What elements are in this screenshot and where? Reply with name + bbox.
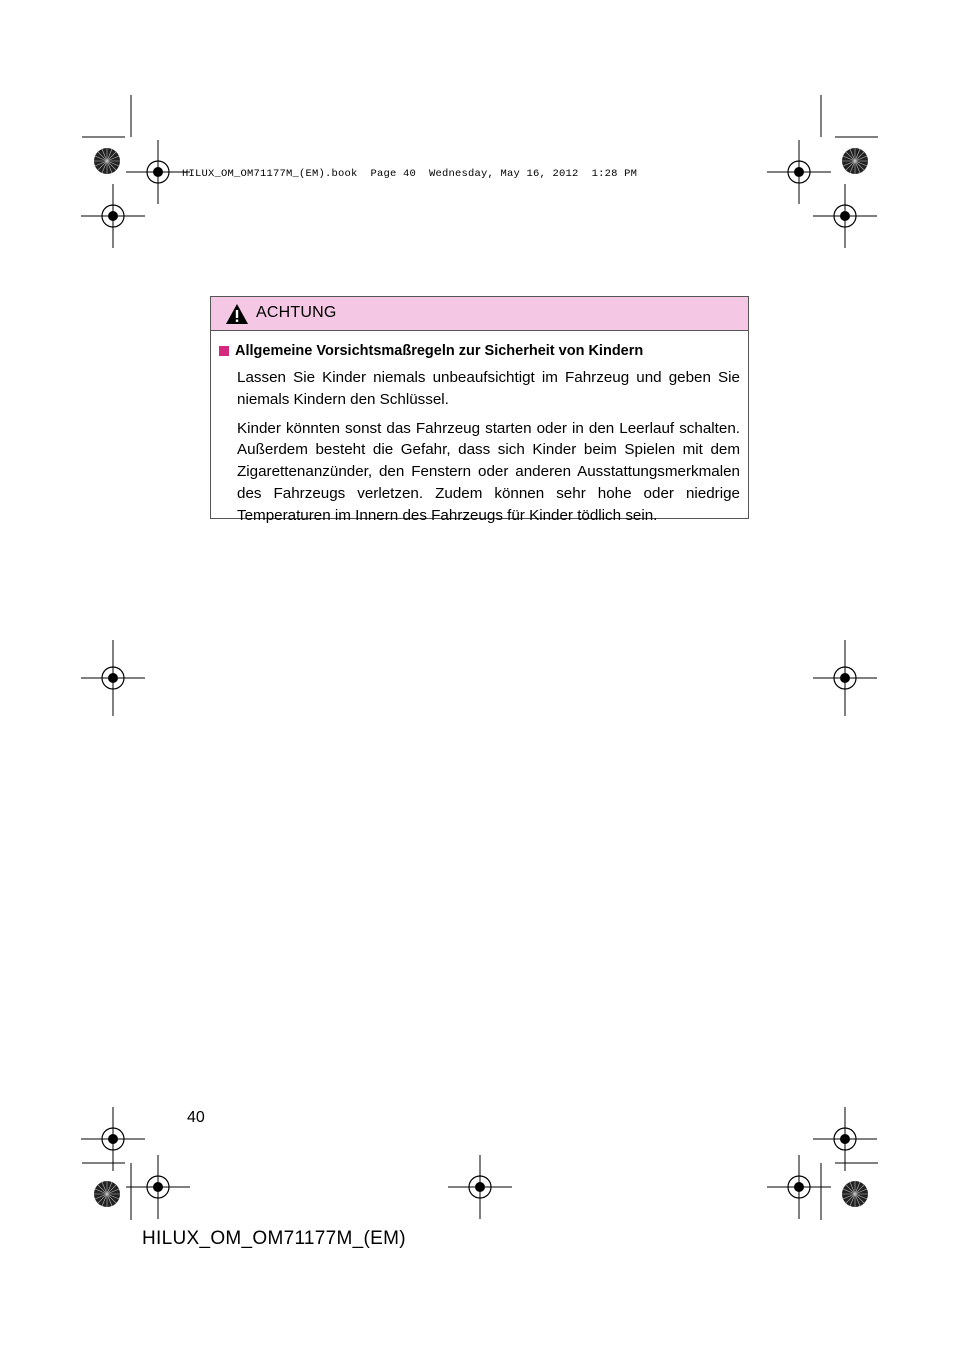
print-header-slug: HILUX_OM_OM71177M_(EM).book Page 40 Wednesday, May 16, 2012 1:28 PM bbox=[182, 168, 638, 180]
crop-mark-top-right bbox=[767, 95, 878, 248]
caution-title: ACHTUNG bbox=[256, 304, 337, 321]
square-bullet-icon bbox=[219, 346, 229, 356]
caution-paragraph: Lassen Sie Kinder niemals unbeaufsichtigt im Fahrzeug und geben Sie niemals Kindern den Schlüssel. bbox=[237, 369, 740, 408]
caution-header bbox=[211, 297, 748, 331]
caution-paragraph: Kinder könnten sonst das Fahrzeug starten oder in den Leerlauf schalten. Außerdem besteht die Gefahr, dass sich Kinder beim Spielen mit dem Zigarettenanzünder, den Fenstern oder anderen Ausstattungsmerkmalen des Fahrzeugs verletzen. Zudem können sehr hohe oder niedrige Temperaturen im Innern des Fahrzeugs für Kinder tödlich sein. bbox=[237, 419, 740, 524]
footer-document-code: HILUX_OM_OM71177M_(EM) bbox=[142, 1228, 406, 1249]
caution-heading-text: Allgemeine Vorsichtsmaßregeln zur Sicherheit von Kindern bbox=[235, 343, 644, 359]
crop-mark-top-left bbox=[81, 95, 190, 248]
caution-heading bbox=[219, 341, 740, 361]
page-number: 40 bbox=[187, 1109, 205, 1126]
registration-mark-bottom-center bbox=[448, 1155, 512, 1219]
crop-mark-bottom-left bbox=[81, 1107, 190, 1220]
caution-body bbox=[211, 331, 748, 527]
warning-triangle-icon bbox=[225, 303, 249, 325]
crop-mark-bottom-right bbox=[767, 1107, 878, 1220]
caution-box bbox=[210, 296, 749, 524]
